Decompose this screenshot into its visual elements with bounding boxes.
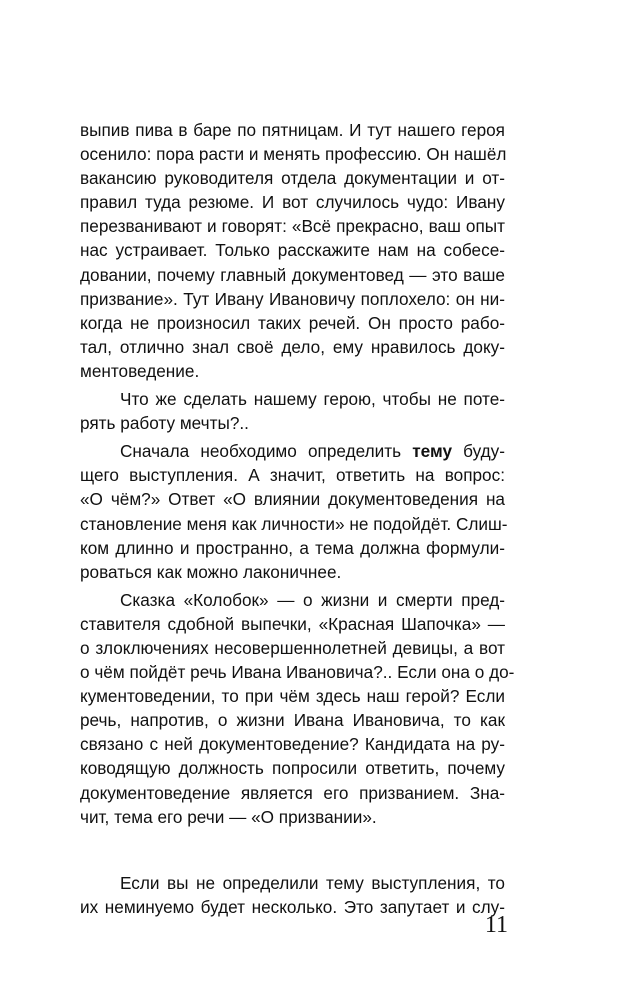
text-line: ководящую должность попросили ответить, почему — [80, 758, 505, 779]
text-line: рять работу мечты?.. — [80, 413, 249, 434]
text-line: роваться как можно лаконичнее. — [80, 561, 342, 582]
text-line: речь, напротив, о жизни Ивана Ивановича, то как — [80, 710, 505, 731]
text-line: ментоведение. — [80, 360, 200, 381]
text-line: кументоведении, то при чём здесь наш герой? Если — [80, 686, 505, 707]
text-fragment: Сначала необходимо определить — [120, 441, 413, 462]
text-line: ставителя сдобной выпечки, «Красная Шапочка» — — [80, 613, 505, 634]
text-line: щего выступления. А значит, ответить на вопрос: — [80, 465, 505, 486]
text-line: тал, отлично знал своё дело, ему нравилось доку- — [80, 336, 505, 357]
text-fragment: буду- — [452, 441, 505, 462]
text-line: осенило: пора расти и менять профессию. Он нашёл — [80, 144, 507, 165]
text-line: Если вы не определили тему выступления, то — [120, 872, 505, 893]
text-line: «О чём?» Ответ «О влиянии документоведения на — [80, 489, 505, 510]
body-text — [80, 118, 515, 923]
paragraph — [80, 118, 505, 383]
text-line: довании, почему главный документовед — это ваше — [80, 264, 505, 285]
text-line: выпив пива в баре по пятницам. И тут нашего героя — [80, 120, 505, 140]
text-line: ком длинно и пространно, а тема должна формули- — [80, 537, 505, 558]
text-line: Что же сделать нашему герою, чтобы не поте- — [120, 389, 505, 410]
text-line: о злоключениях несовершеннолетней девицы, а вот — [80, 637, 505, 658]
paragraph — [80, 387, 505, 435]
text-line: документоведение является его призванием. Зна- — [80, 782, 505, 803]
paragraph — [80, 871, 505, 919]
text-line: Сказка «Колобок» — о жизни и смерти пред- — [120, 589, 505, 610]
paragraph — [80, 439, 508, 584]
text-line: становление меня как личности» не подойдёт. Слиш- — [80, 513, 508, 534]
text-line: призвание». Тут Ивану Ивановичу поплохело: он ни- — [80, 288, 505, 309]
text-line: когда не произносил таких речей. Он просто рабо- — [80, 312, 505, 333]
paragraph — [80, 588, 515, 829]
text-line: нас устраивает. Только расскажите нам на собесе- — [80, 240, 505, 261]
text-line: чит, тема его речи — «О призвании». — [80, 806, 377, 827]
emphasized-term: тему — [412, 441, 452, 462]
text-line: связано с ней документоведение? Кандидата на ру- — [80, 734, 505, 755]
text-line — [80, 439, 505, 463]
text-line: вакансию руководителя отдела документации и от- — [80, 168, 505, 189]
text-line: их неминуемо будет несколько. Это запутает и слу- — [80, 896, 505, 917]
page-number: 11 — [484, 912, 508, 938]
text-line: перезванивают и говорят: «Всё прекрасно, ваш опыт — [80, 216, 505, 237]
text-line: о чём пойдёт речь Ивана Ивановича?.. Если она о до- — [80, 662, 515, 683]
text-line: правил туда резюме. И вот случилось чудо: Ивану — [80, 192, 505, 213]
